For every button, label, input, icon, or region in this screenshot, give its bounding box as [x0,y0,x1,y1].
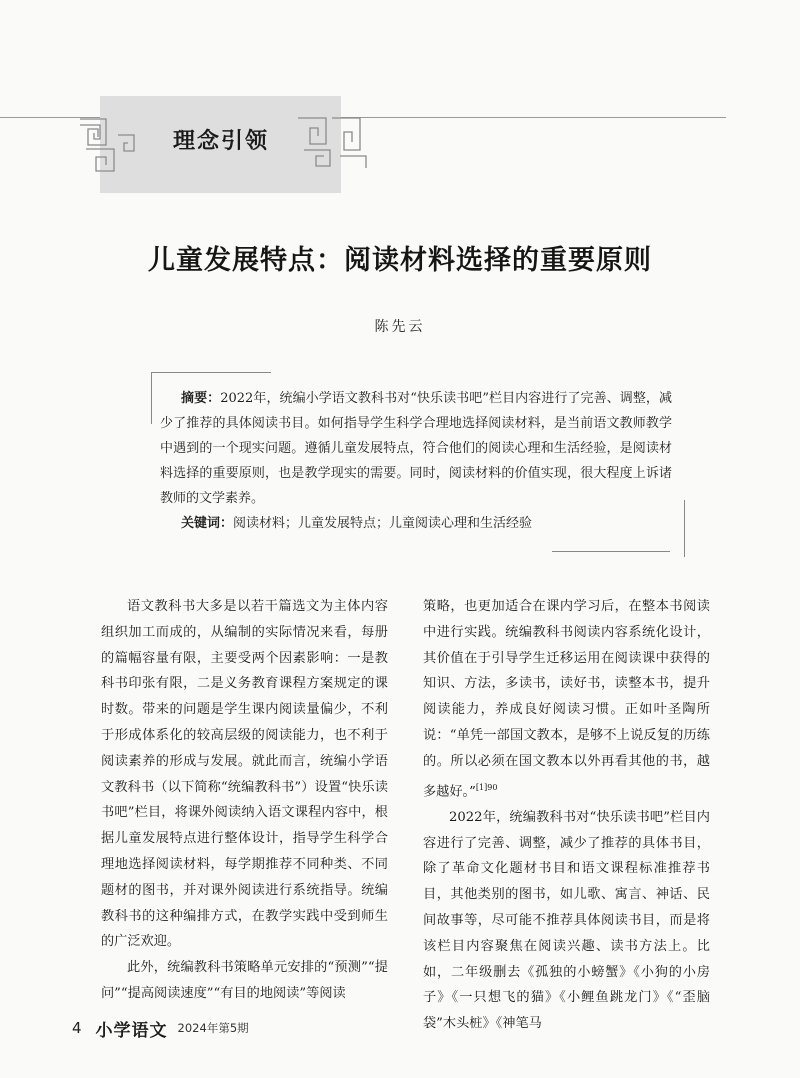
body-paragraph: 语文教科书大多是以若干篇选文为主体内容组织加工而成的，从编制的实际情况来看，每册的篇幅容量有限，主要受两个因素影响：一是教科书印张有限，二是义务教育课程方案规定的课时数。带来的问题是学生课内阅读量偏少，不利于形成体系化的较高层级的阅读能力，也不利于阅读素养的形成与发展。就此而言，统编小学语文教科书（以下简称“统编教科书”）设置“快乐读书吧”栏目，将课外阅读纳入语文课程内容中，根据儿童发展特点进行整体设计，指导学生科学合理地选择阅读材料，每学期推荐不同种类、不同题材的图书，并对课外阅读进行系统指导。统编教科书的这种编排方式，在教学实践中受到师生的广泛欢迎。 [101,599,388,950]
abstract-block [160,386,672,536]
abstract-frame-top [151,372,271,373]
citation-note: [1]90 [475,782,498,792]
fret-ornament-right-icon [296,110,368,170]
article-title: 儿童发展特点：阅读材料选择的重要原则 [148,245,652,276]
abstract-paragraph [160,386,672,511]
abstract-frame-right [684,500,685,557]
abstract-text: 2022年，统编小学语文教科书对“快乐读书吧”栏目内容进行了完善、调整，减少了推荐的具体阅读书目。如何指导学生科学合理地选择阅读材料，是当前语文教师教学中遇到的一个现实问题。遵循儿童发展特点，符合他们的阅读心理和生活经验，是阅读材料选择的重要原则，也是教学现实的需要。同时，阅读材料的价值实现，很大程度上诉诸教师的文学素养。 [160,391,672,506]
journal-logo: 小学语文 [95,1020,168,1041]
body-column-right [423,594,710,1037]
section-label: 理念引领 [173,129,270,154]
page-footer [72,1016,249,1040]
header-rule-right [341,117,726,118]
abstract-frame-left [151,372,152,424]
keywords-label: 关键词： [181,516,234,531]
article-author: 陈先云 [374,319,426,335]
keywords-paragraph [160,511,672,536]
body-column-left [101,594,388,1007]
issue-label: 2024年第5期 [177,1021,249,1035]
body-text: 策略，也更加适合在课内学习后，在整本书阅读中进行实践。统编教科书阅读内容系统化设计，其价值在于引导学生迁移运用在阅读课中获得的知识、方法，多读书，读好书，读整本书，提升阅读能力，养成良好阅读习惯。正如叶圣陶所说：“单凭一部国文教本，是够不上说反复的历练的。所以必须在国文教本以外再看其他的书，越多越好。” [423,599,710,799]
page-number: 4 [72,1019,82,1037]
abstract-label: 摘要： [181,391,221,406]
fret-ornament-left-icon [78,115,138,175]
body-paragraph: 此外，统编教科书策略单元安排的“预测”“提问”“提高阅读速度”“有目的地阅读”等阅读 [101,960,388,1001]
abstract-frame-bottom [552,551,670,552]
body-paragraph: 2022年，统编教科书对“快乐读书吧”栏目内容进行了完善、调整，减少了推荐的具体书目，除了革命文化题材书目和语文课程标准推荐书目，其他类别的图书，如儿歌、寓言、神话、民间故事等，尽可能不推荐具体阅读书目，而是将该栏目内容聚焦在阅读兴趣、读书方法上。比如，二年级删去《孤独的小螃蟹》《小狗的小房子》《一只想飞的猫》《小鲤鱼跳龙门》《“歪脑袋”木头桩》《神笔马 [423,809,710,1032]
keywords-text: 阅读材料；儿童发展特点；儿童阅读心理和生活经验 [233,516,533,531]
body-paragraph-continued [423,594,710,805]
